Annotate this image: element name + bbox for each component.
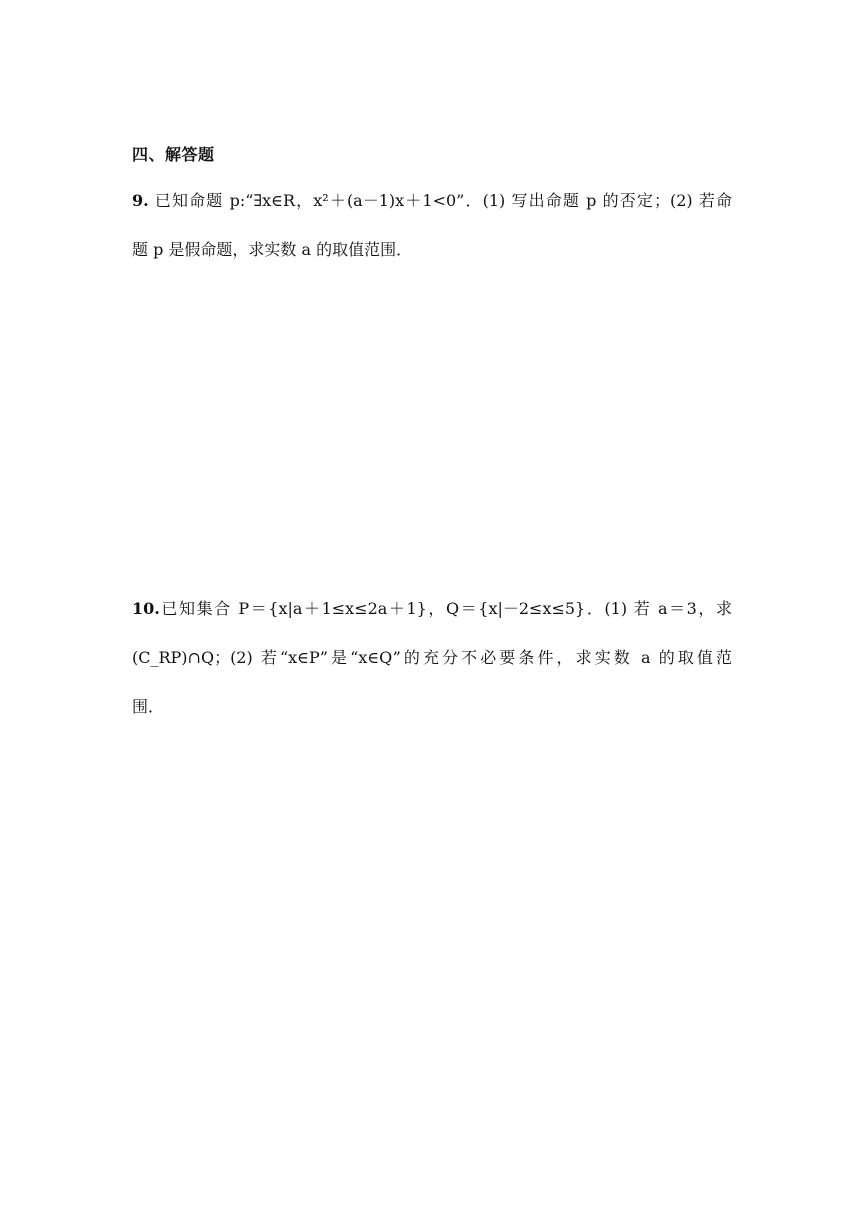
- problem-10-line-1: [132, 584, 732, 633]
- problem-9-line-1: [132, 176, 732, 225]
- problem-9: [132, 176, 732, 274]
- problem-9-text-1: 已知命题 p:“∃x∈R，x²＋(a－1)x＋1<0”．(1) 写出命题 p 的否定；(2) 若命: [148, 191, 732, 210]
- problem-10-number: 10.: [132, 599, 160, 618]
- problem-9-number: 9.: [132, 191, 149, 210]
- problem-10-line-2: (C_RP)∩Q；(2) 若“x∈P”是“x∈Q”的充分不必要条件，求实数 a 的取值范: [132, 648, 732, 667]
- problem-10-line-3: 围．: [132, 697, 165, 716]
- section-title: 四、解答题: [132, 145, 215, 164]
- problem-10: [132, 584, 732, 731]
- problem-9-line-2: 题 p 是假命题，求实数 a 的取值范围．: [132, 240, 413, 259]
- problem-10-text-1: 已知集合 P＝{x|a＋1≤x≤2a＋1}，Q＝{x|－2≤x≤5}．(1) 若 a＝3，求: [159, 599, 732, 618]
